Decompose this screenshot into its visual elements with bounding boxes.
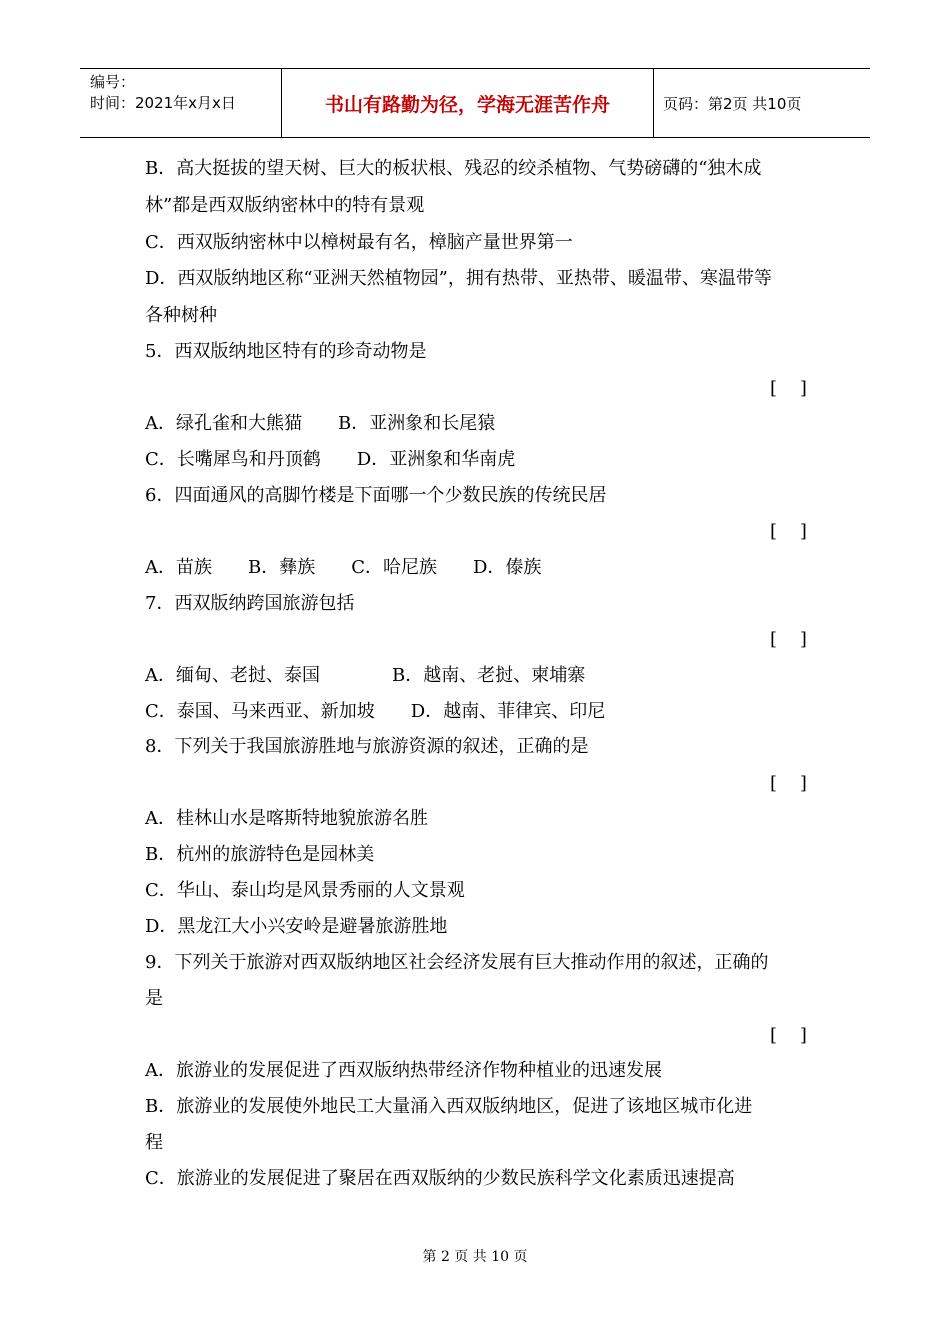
answer-bracket: [ ] xyxy=(770,1025,807,1046)
question-8: 8．下列关于我国旅游胜地与旅游资源的叙述，正确的是 xyxy=(145,736,589,757)
question-5: 5．西双版纳地区特有的珍奇动物是 xyxy=(145,341,427,362)
text-line: D．黑龙江大小兴安岭是避暑旅游胜地 xyxy=(145,916,448,937)
text-line: A．缅甸、老挝、泰国 B．越南、老挝、柬埔寨 xyxy=(145,665,586,686)
text-line: B．旅游业的发展使外地民工大量涌入西双版纳地区，促进了该地区城市化进 xyxy=(145,1096,753,1117)
text-line: A．苗族 B．彝族 C．哈尼族 D．傣族 xyxy=(145,557,542,578)
question-9: 9．下列关于旅游对西双版纳地区社会经济发展有巨大推动作用的叙述，正确的 xyxy=(145,952,769,973)
number-label: 编号： xyxy=(90,73,136,91)
text-line: B．高大挺拔的望天树、巨大的板状根、残忍的绞杀植物、气势磅礴的“独木成 xyxy=(145,158,762,179)
text-line: 各种树种 xyxy=(145,305,217,326)
text-line: A．桂林山水是喀斯特地貌旅游名胜 xyxy=(145,808,428,829)
text-line: C．旅游业的发展促进了聚居在西双版纳的少数民族科学文化素质迅速提高 xyxy=(145,1168,735,1189)
answer-bracket: [ ] xyxy=(770,773,807,794)
header-motto: 书山有路勤为径，学海无涯苦作舟 xyxy=(282,69,654,137)
page-header xyxy=(80,68,870,138)
text-line: A．绿孔雀和大熊猫 B．亚洲象和长尾猿 xyxy=(145,413,496,434)
text-line: 是 xyxy=(145,988,163,1009)
text-line: A．旅游业的发展促进了西双版纳热带经济作物种植业的迅速发展 xyxy=(145,1060,662,1081)
time-label: 时间：2021年x月x日 xyxy=(90,94,236,112)
page-footer: 第 2 页 共 10 页 xyxy=(422,1249,528,1265)
text-line: C．长嘴犀鸟和丹顶鹤 D．亚洲象和华南虎 xyxy=(145,449,516,470)
text-line: 程 xyxy=(145,1132,163,1153)
text-line: 林”都是西双版纳密林中的特有景观 xyxy=(145,195,425,216)
header-meta xyxy=(80,69,282,137)
answer-bracket: [ ] xyxy=(770,378,807,399)
text-line: D．西双版纳地区称“亚洲天然植物园”，拥有热带、亚热带、暖温带、寒温带等 xyxy=(145,268,772,289)
header-page-info: 页码：第2页 共10页 xyxy=(663,94,802,113)
text-line: C．泰国、马来西亚、新加坡 D．越南、菲律宾、印尼 xyxy=(145,701,606,722)
text-line: B．杭州的旅游特色是园林美 xyxy=(145,844,375,865)
answer-bracket: [ ] xyxy=(770,629,807,650)
text-line: C．华山、泰山均是风景秀丽的人文景观 xyxy=(145,880,465,901)
question-6: 6．四面通风的高脚竹楼是下面哪一个少数民族的传统民居 xyxy=(145,485,607,506)
question-7: 7．西双版纳跨国旅游包括 xyxy=(145,593,355,614)
answer-bracket: [ ] xyxy=(770,521,807,542)
text-line: C．西双版纳密林中以樟树最有名，樟脑产量世界第一 xyxy=(145,232,573,253)
